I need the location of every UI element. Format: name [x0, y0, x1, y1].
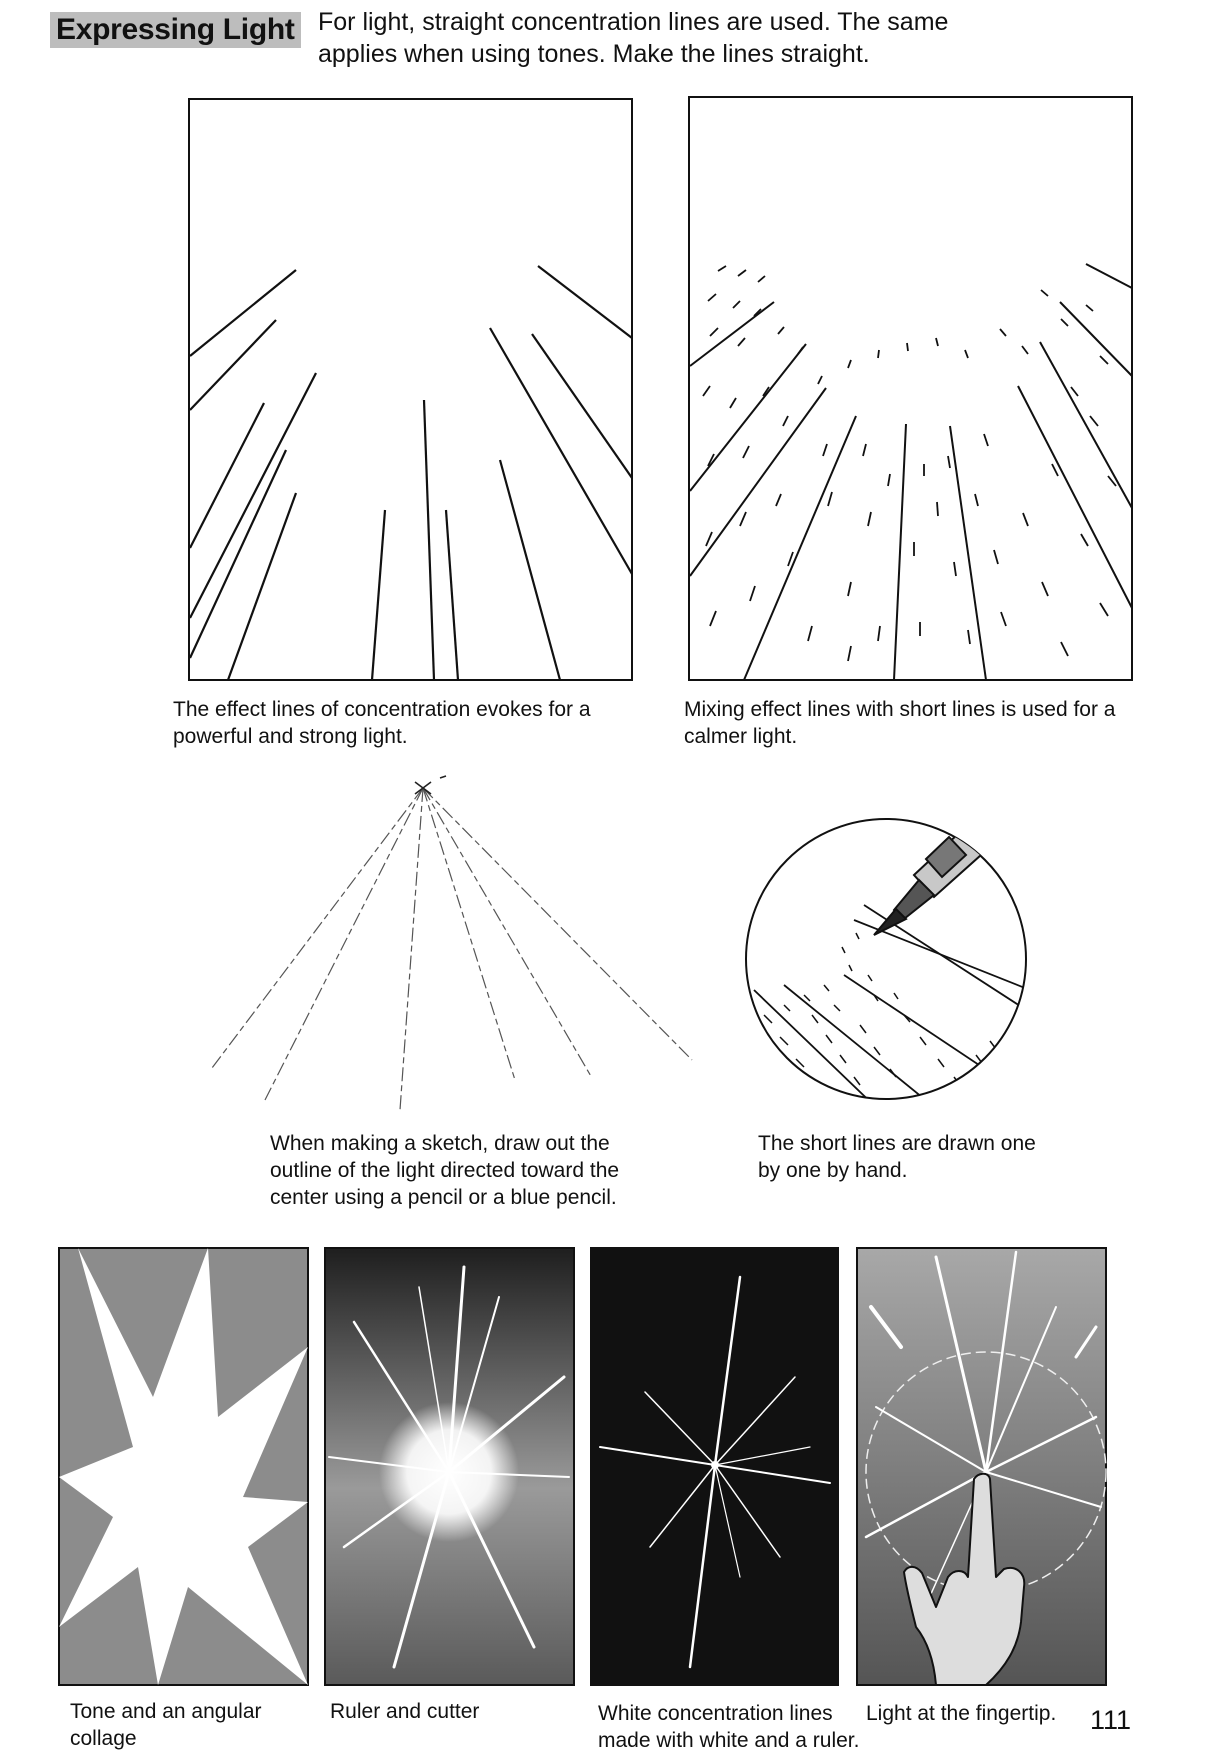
- caption-ruler: Ruler and cutter: [330, 1700, 480, 1723]
- panel-calm-light: [688, 96, 1134, 682]
- panel-strong-light: [188, 98, 634, 682]
- panel-ruler-cutter: [324, 1247, 576, 1687]
- caption-tone-line-1: Tone and an angular: [70, 1700, 262, 1723]
- page-heading: Expressing Light: [50, 12, 301, 48]
- caption-white-line-1: White concentration lines: [598, 1702, 833, 1725]
- caption-tone: [70, 1698, 310, 1752]
- intro-line-2: applies when using tones. Make the lines straight.: [318, 40, 870, 68]
- caption-finger: Light at the fingertip.: [866, 1702, 1057, 1725]
- intro-line-1: For light, straight concentration lines are used. The same: [318, 8, 949, 36]
- caption-short-lines: [758, 1130, 1088, 1184]
- caption-white-line-2: made with white and a ruler.: [598, 1729, 860, 1752]
- intro-text: [318, 6, 1038, 70]
- caption-strong-light: [173, 696, 613, 750]
- caption-calm-light: [684, 696, 1154, 750]
- page-number: 111: [1090, 1705, 1132, 1735]
- caption-short-line-1: The short lines are drawn one: [758, 1132, 1036, 1155]
- caption-sketch-line-3: center using a pencil or a blue pencil.: [270, 1186, 617, 1209]
- sketch-light-rays: [200, 770, 710, 1110]
- panel-tone-collage: [58, 1247, 310, 1687]
- caption-short-line-2: by one by hand.: [758, 1159, 908, 1182]
- caption-calm-line-1: Mixing effect lines with short lines is used for a: [684, 698, 1116, 721]
- caption-sketch-line-1: When making a sketch, draw out the: [270, 1132, 610, 1155]
- panel-fingertip-light: [856, 1247, 1108, 1687]
- pen-drawing-inset: [744, 815, 1030, 1105]
- caption-calm-line-2: calmer light.: [684, 725, 798, 748]
- caption-strong-line-2: powerful and strong light.: [173, 725, 408, 748]
- caption-white: [598, 1700, 888, 1754]
- panel-white-lines: [590, 1247, 840, 1687]
- caption-sketch: [270, 1130, 650, 1211]
- caption-strong-line-1: The effect lines of concentration evokes for a: [173, 698, 591, 721]
- caption-sketch-line-2: outline of the light directed toward the: [270, 1159, 620, 1182]
- caption-tone-line-2: collage: [70, 1727, 137, 1750]
